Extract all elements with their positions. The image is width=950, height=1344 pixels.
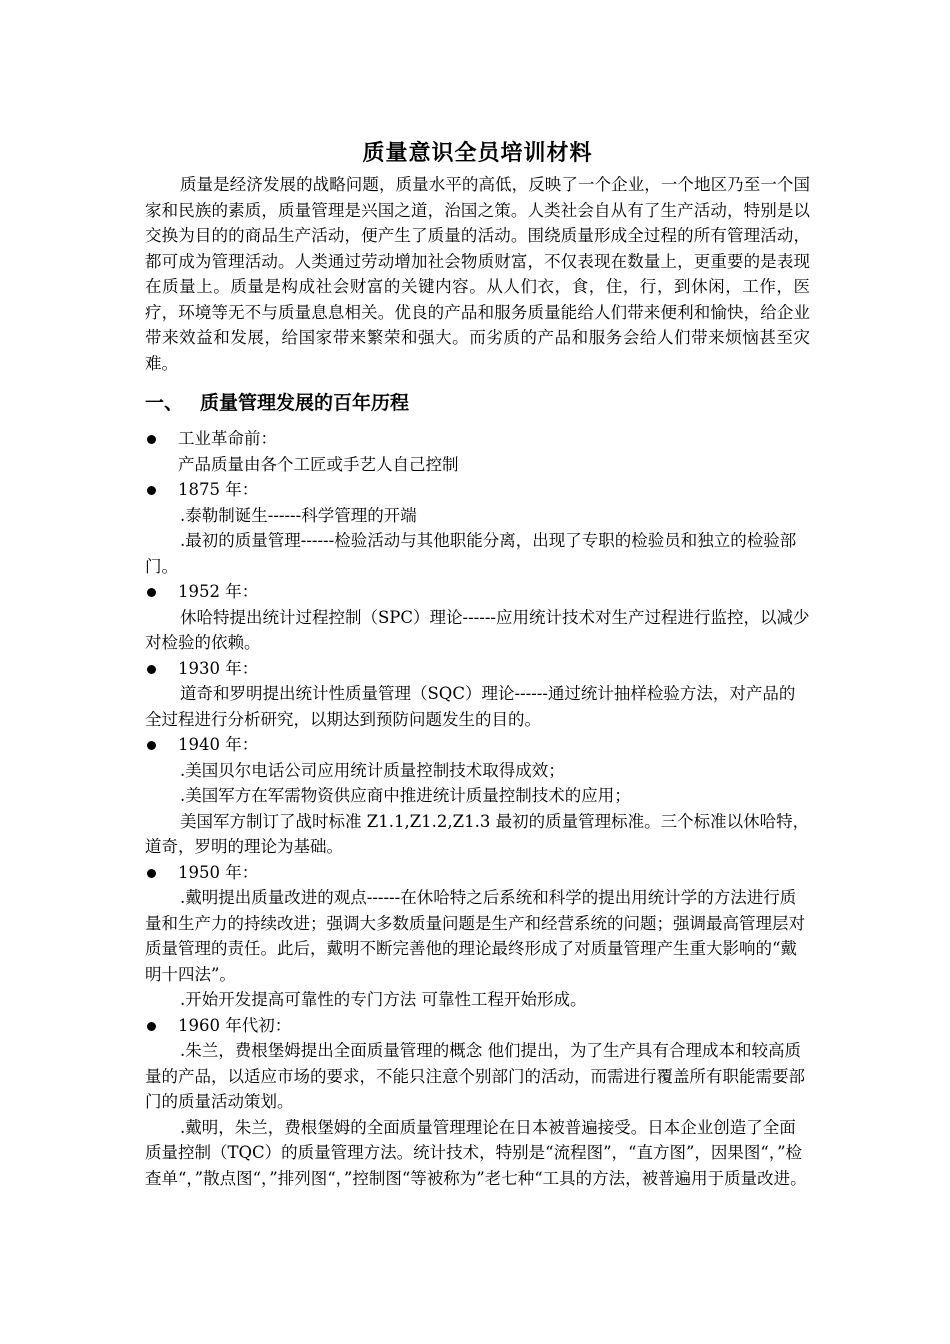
timeline-item-text: 道奇和罗明提出统计性质量管理（SQC）理论------通过统计抽样检验方法，对产品的全过程进行分析研究，以期达到预防问题发生的目的。 [145, 684, 796, 729]
section-title: 质量管理发展的百年历程 [200, 392, 410, 414]
timeline-item-text: .戴明，朱兰，费根堡姆的全面质量管理理论在日本被普遍接受。日本企业创造了全面质量控制（TQC）的质量管理方法。统计技术，特别是“流程图”，“直方图”，因果图“，”检查单“，”散点图“，”排列图“，”控制图“等被称为”老七种“工具的方法，被普遍用于质量改进。 [145, 1117, 807, 1188]
timeline-item-text: .朱兰，费根堡姆提出全面质量管理的概念 他们提出，为了生产具有合理成本和较高质量的产品，以适应市场的要求，不能只注意个别部门的活动，而需进行覆盖所有职能需要部门的质量活动策划。 [145, 1041, 805, 1111]
bullet-icon [147, 588, 156, 597]
timeline-item-text: 产品质量由各个工匠或手艺人自己控制 [178, 454, 459, 474]
intro-paragraph: 质量是经济发展的战略问题，质量水平的高低，反映了一个企业，一个地区乃至一个国家和民族的素质，质量管理是兴国之道，治国之策。人类社会自从有了生产活动，特别是以交换为目的的商品生产活动，便产生了质量的活动。围绕质量形成全过程的所有管理活动，都可成为管理活动。人类通过劳动增加社会物质财富，不仅表现在数量上，更重要的是表现在质量上。质量是构成社会财富的关键内容。从人们衣，食，住，行，到休闲，工作，医疗，环境等无不与质量息息相关。优良的产品和服务质量能给人们带来便利和愉快，给企业带来效益和发展，给国家带来繁荣和强大。而劣质的产品和服务会给人们带来烦恼甚至灾难。 [145, 175, 810, 373]
bullet-icon [147, 1022, 156, 1031]
bullet-icon [147, 665, 156, 674]
timeline-item-label: 1950 年： [178, 862, 259, 882]
document-page [145, 140, 810, 1191]
timeline-item-text: 休哈特提出统计过程控制（SPC）理论------应用统计技术对生产过程进行监控，以减少对检验的依赖。 [145, 607, 810, 652]
timeline-item [145, 579, 810, 605]
bullet-icon [147, 741, 156, 750]
timeline-item [145, 477, 810, 503]
section-heading [145, 390, 810, 416]
timeline-item-label: 1875 年： [178, 480, 259, 499]
timeline-item-text: .戴明提出质量改进的观点------在休哈特之后系统和科学的提出用统计学的方法进行质量和生产力的持续改进；强调大多数质量问题是生产和经营系统的问题；强调最高管理层对质量管理的责任。此后，戴明不断完善他的理论最终形成了对质量管理产生重大影响的“戴明十四法”。 [145, 888, 805, 984]
timeline-item-label: 1940 年： [178, 735, 259, 754]
timeline-item [145, 1013, 810, 1039]
section-number: 一、 [145, 392, 184, 414]
timeline-item-text: .泰勒制诞生------科学管理的开端 [180, 505, 417, 525]
timeline-item-label: 1952 年： [178, 582, 259, 601]
timeline-item-text: .美国贝尔电话公司应用统计质量控制技术取得成效； [180, 760, 565, 780]
timeline-item-label: 1960 年代初： [178, 1015, 292, 1035]
timeline-item-label: 1930 年： [178, 658, 259, 678]
bullet-icon [147, 869, 156, 878]
timeline-item-label: 工业革命前： [178, 429, 277, 448]
timeline-item [145, 656, 810, 682]
timeline-item [145, 426, 810, 452]
document-title: 质量意识全员培训材料 [362, 140, 593, 166]
timeline-item-text: .开始开发提高可靠性的专门方法 可靠性工程开始形成。 [180, 990, 587, 1009]
timeline-item-text: .美国军方在军需物资供应商中推进统计质量控制技术的应用； [180, 786, 631, 805]
timeline-list [145, 426, 810, 1191]
bullet-icon [147, 435, 156, 444]
timeline-item-text: .最初的质量管理------检验活动与其他职能分离，出现了专职的检验员和独立的检验部门。 [145, 531, 797, 576]
timeline-item [145, 860, 810, 886]
bullet-icon [147, 486, 156, 495]
timeline-item-text: 美国军方制订了战时标准 Z1.1,Z1.2,Z1.3 最初的质量管理标准。三个标准以休哈特，道奇，罗明的理论为基础。 [145, 811, 810, 856]
timeline-item [145, 732, 810, 758]
